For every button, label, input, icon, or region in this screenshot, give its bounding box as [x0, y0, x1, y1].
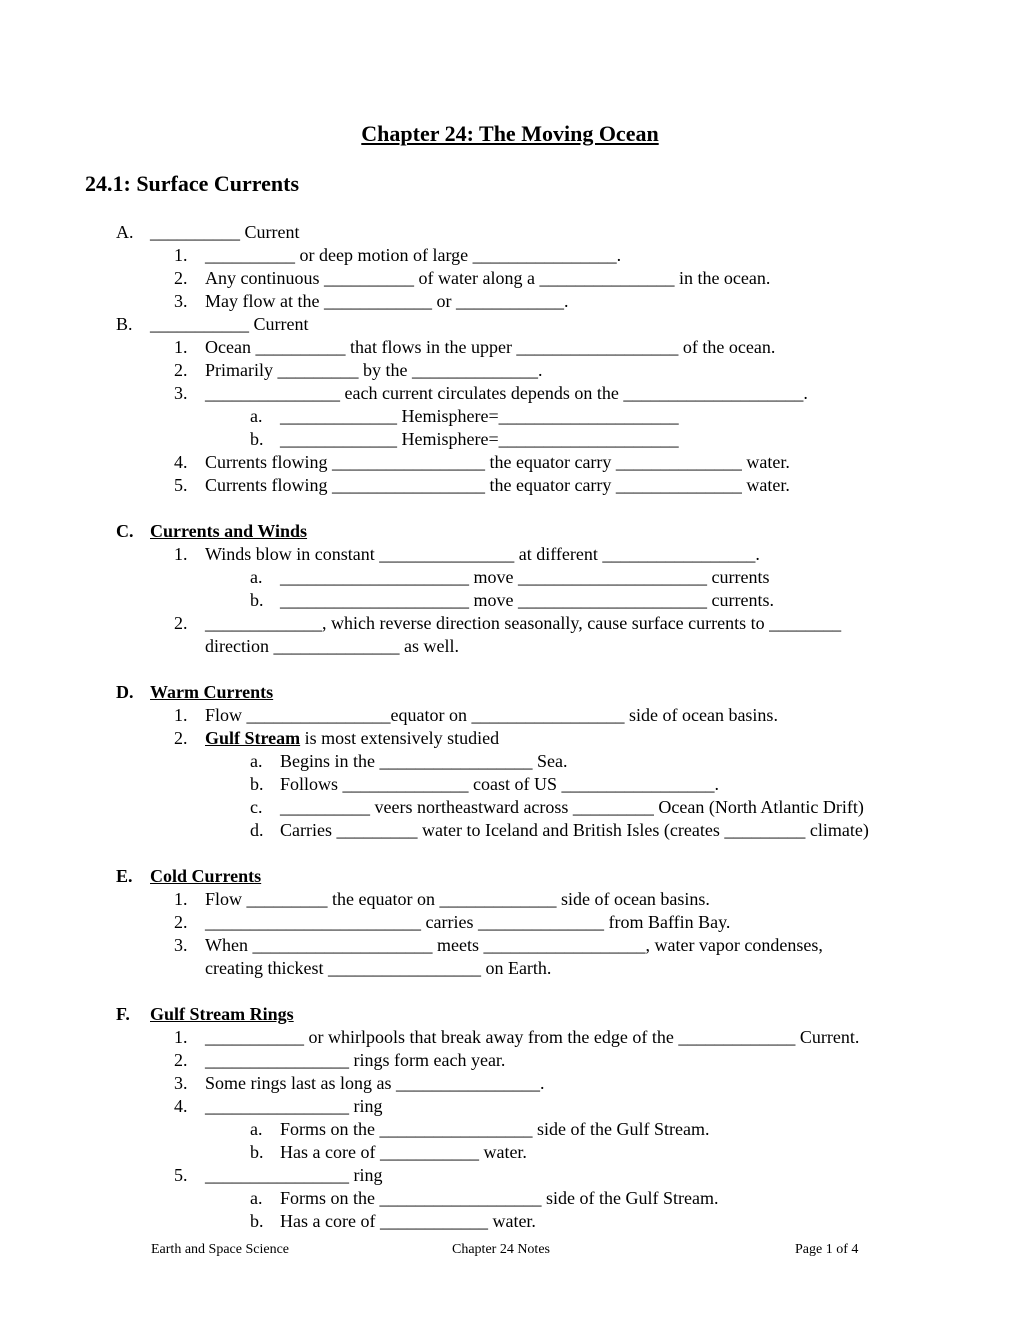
outline-item: b. Has a core of ____________ water. — [250, 1211, 536, 1231]
outline-item: b. _____________ Hemisphere=____________________ — [250, 429, 679, 449]
outline-item: 5. ________________ ring — [174, 1165, 383, 1185]
outline-item: B. ___________ Current — [116, 314, 309, 334]
outline-item-continuation: direction ______________ as well. — [205, 636, 459, 656]
footer-page-number: Page 1 of 4 — [795, 1242, 859, 1257]
outline-item: 1. Flow ________________equator on _________________ side of ocean basins. — [174, 705, 778, 725]
outline-heading: E. Cold Currents — [116, 866, 262, 886]
outline-item: 4. Currents flowing _________________ the equator carry ______________ water. — [174, 452, 790, 472]
outline-item: a. _____________________ move _____________________ currents — [250, 567, 770, 587]
outline-item: 1. Ocean __________ that flows in the upper __________________ of the ocean. — [174, 337, 776, 357]
outline-item: 1. Flow _________ the equator on _____________ side of ocean basins. — [174, 889, 710, 909]
outline-item: b. Follows ______________ coast of US _________________. — [250, 774, 720, 794]
outline-item: a. Begins in the _________________ Sea. — [250, 751, 568, 771]
outline-heading: D. Warm Currents — [116, 682, 274, 702]
outline-item: 2. Primarily _________ by the ______________. — [174, 360, 543, 380]
outline-item: b. _____________________ move _____________________ currents. — [250, 590, 774, 610]
outline-item: b. Has a core of ___________ water. — [250, 1142, 527, 1162]
outline-item: a. Forms on the _________________ side of the Gulf Stream. — [250, 1119, 710, 1139]
outline-item: a. _____________ Hemisphere=____________________ — [250, 406, 679, 426]
outline-item: d. Carries _________ water to Iceland and British Isles (creates _________ climate) — [250, 820, 869, 840]
outline-item: 5. Currents flowing _________________ the equator carry ______________ water. — [174, 475, 790, 495]
outline-item: 4. ________________ ring — [174, 1096, 383, 1116]
outline-item: a. Forms on the __________________ side of the Gulf Stream. — [250, 1188, 719, 1208]
outline-item: 2. ________________________ carries ______________ from Baffin Bay. — [174, 912, 731, 932]
footer-left: Earth and Space Science — [151, 1242, 289, 1257]
outline-item: 2. _____________, which reverse direction seasonally, cause surface currents to ________ — [174, 613, 842, 633]
page-title: Chapter 24: The Moving Ocean — [361, 121, 659, 146]
outline-item: 1. __________ or deep motion of large ________________. — [174, 245, 622, 265]
outline-heading: F. Gulf Stream Rings — [116, 1004, 294, 1024]
outline-heading: C. Currents and Winds — [116, 521, 308, 541]
section-heading: 24.1: Surface Currents — [85, 171, 300, 196]
outline-item-continuation: creating thickest _________________ on Earth. — [205, 958, 552, 978]
outline-item: 3. When ____________________ meets __________________, water vapor condenses, — [174, 935, 823, 955]
outline-item: 3. May flow at the ____________ or ____________. — [174, 291, 569, 311]
outline-item: A. __________ Current — [116, 222, 300, 242]
outline-item: 2. Any continuous __________ of water along a _______________ in the ocean. — [174, 268, 771, 288]
outline-item: 3. Some rings last as long as ________________. — [174, 1073, 545, 1093]
outline-item: 3. _______________ each current circulates depends on the ____________________. — [174, 383, 808, 403]
footer-center: Chapter 24 Notes — [452, 1242, 550, 1257]
outline-item: 1. Winds blow in constant _______________ at different _________________. — [174, 544, 760, 564]
outline-item: 1. ___________ or whirlpools that break away from the edge of the _____________ Current. — [174, 1027, 860, 1047]
outline-item: c. __________ veers northeastward across _________ Ocean (North Atlantic Drift) — [250, 797, 864, 817]
outline-item: 2. Gulf Stream is most extensively studied — [174, 728, 500, 748]
outline-item: 2. ________________ rings form each year. — [174, 1050, 506, 1070]
